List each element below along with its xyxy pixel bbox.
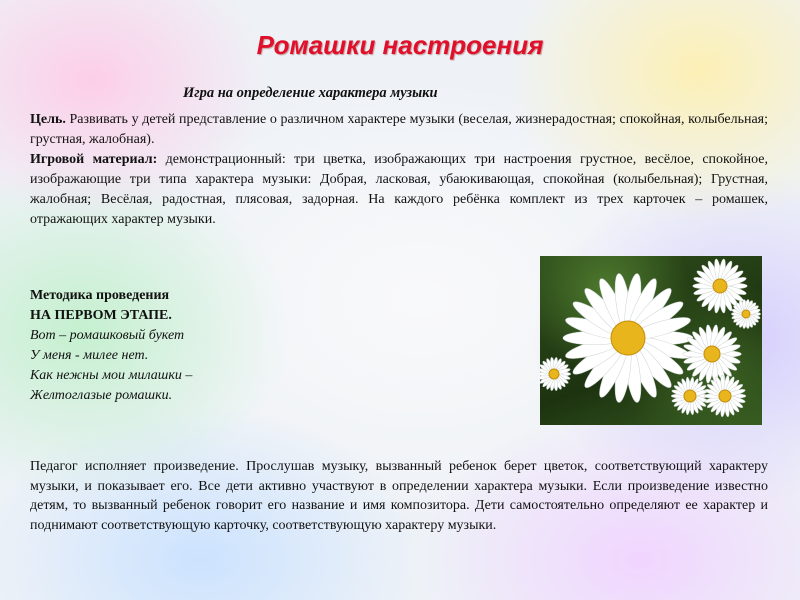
daisy-flower	[704, 375, 746, 417]
goal-label: Цель.	[30, 112, 66, 127]
daisies-photo	[540, 256, 762, 425]
daisy-flower	[671, 377, 709, 415]
poem-line: Вот – ромашковый букет	[30, 328, 185, 343]
daisy-flower	[563, 273, 693, 404]
material-label: Игровой материал:	[30, 152, 158, 167]
slide-title: Ромашки настроения	[256, 30, 544, 60]
method-block	[30, 286, 330, 406]
poem-line: У меня - милее нет.	[30, 348, 149, 363]
poem-line: Как нежны мои милашки –	[30, 368, 193, 383]
material-text: демонстрационный: три цветка, изображающих три настроения грустное, весёлое, спокойное, изображающие три типа характера музыки: Добрая, ласковая, убаюкивающая, спокойная (колыбельная); Грустная, жалобная; Весёлая, радостная, плясовая, задорная. На каждого ребёнка комплект из трех карточек – ромашек, отражающих характер музыки.	[30, 152, 768, 227]
poem-line: Желтоглазые ромашки.	[30, 388, 173, 403]
daisy-flower	[540, 357, 571, 391]
goal-text: Развивать у детей представление о различном характере музыки (веселая, жизнерадостная; спокойная, колыбельная; грустная, жалобная).	[30, 112, 768, 147]
method-heading: Методика проведения	[30, 288, 170, 303]
goal-paragraph	[30, 110, 768, 230]
slide-subtitle: Игра на определение характера музыки	[183, 85, 438, 101]
description-paragraph: Педагог исполняет произведение. Прослушав музыку, вызванный ребенок берет цветок, соответствующий характеру музыки, и показывает его. Все дети активно участвуют в определении характера музыки. Если произведение известно детям, то вызванный ребенок говорит его название и имя композитора. Дети самостоятельно определяют ее характер и поднимают соответствующую карточку, соответствующую характеру музыки.	[30, 459, 768, 533]
stage-heading: НА ПЕРВОМ ЭТАПЕ.	[30, 308, 172, 323]
daisy-flower	[683, 324, 742, 383]
daisies-illustration	[540, 256, 762, 425]
